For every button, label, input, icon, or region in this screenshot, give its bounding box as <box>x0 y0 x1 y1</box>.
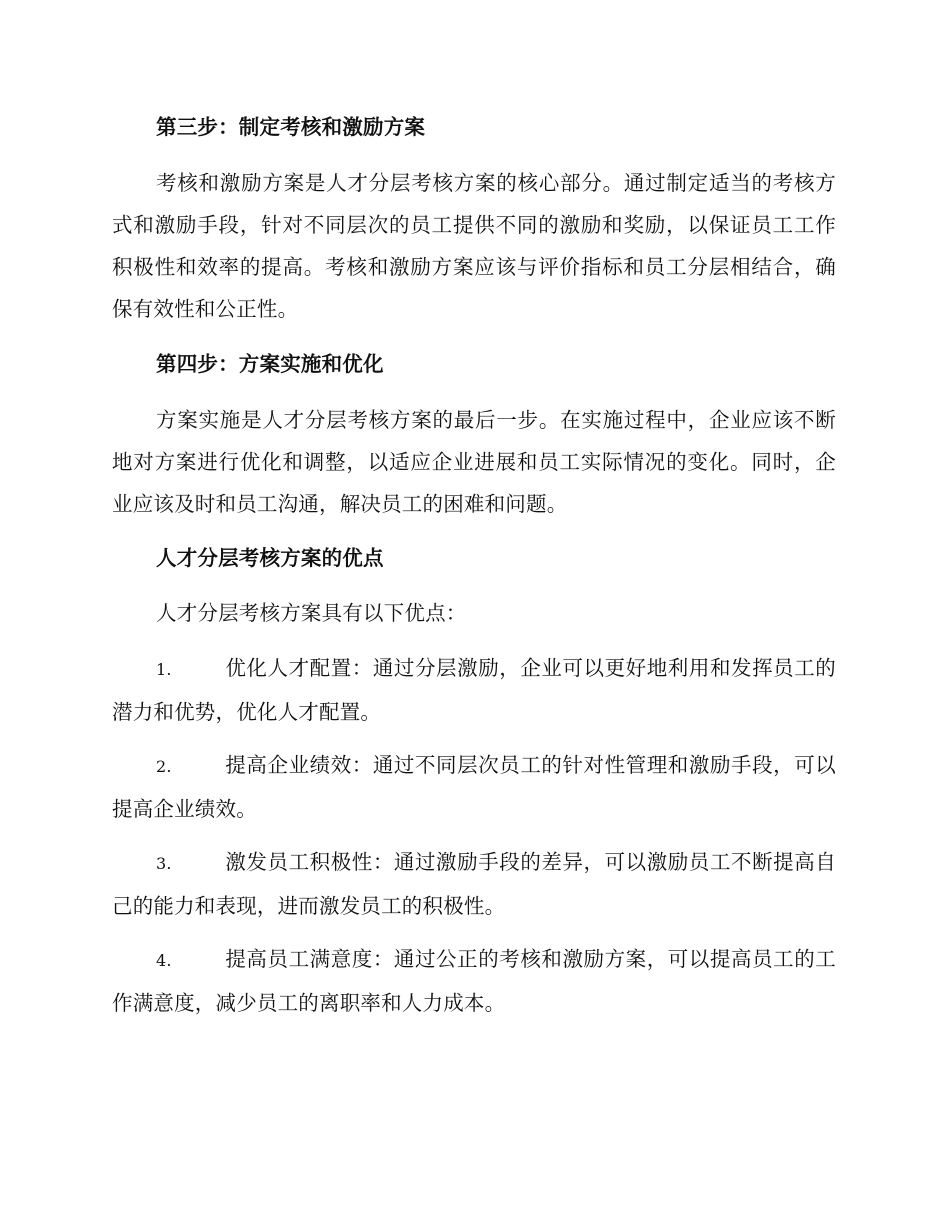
list-item-text: 提高员工满意度：通过公正的考核和激励方案，可以提高员工的工作满意度，减少员工的离职率和人力成本。 <box>112 947 836 1015</box>
section-heading-step-three: 第三步：制定考核和激励方案 <box>156 115 426 139</box>
list-item-text: 优化人才配置：通过分层激励，企业可以更好地利用和发挥员工的潜力和优势，优化人才配置。 <box>112 656 836 724</box>
list-item <box>112 744 836 830</box>
section-heading-step-four: 第四步：方案实施和优化 <box>156 352 384 376</box>
section-heading-advantages: 人才分层考核方案的优点 <box>156 546 384 570</box>
list-item-text: 激发员工积极性：通过激励手段的差异，可以激励员工不断提高自己的能力和表现，进而激发员工的积极性。 <box>112 850 836 918</box>
section-paragraph-step-three: 考核和激励方案是人才分层考核方案的核心部分。通过制定适当的考核方式和激励手段，针对不同层次的员工提供不同的激励和奖励，以保证员工工作积极性和效率的提高。考核和激励方案应该与评价指标和员工分层相结合，确保有效性和公正性。 <box>112 171 836 321</box>
list-item <box>112 647 836 733</box>
list-item-number: 4. <box>156 951 172 970</box>
list-item <box>112 841 836 927</box>
list-item-number: 1. <box>156 660 172 679</box>
section-paragraph-advantages-intro: 人才分层考核方案具有以下优点： <box>156 601 467 625</box>
list-item-text: 提高企业绩效：通过不同层次员工的针对性管理和激励手段，可以提高企业绩效。 <box>112 753 836 821</box>
list-item-number: 3. <box>156 854 172 873</box>
section-paragraph-step-four: 方案实施是人才分层考核方案的最后一步。在实施过程中，企业应该不断地对方案进行优化和调整，以适应企业进展和员工实际情况的变化。同时，企业应该及时和员工沟通，解决员工的困难和问题。 <box>112 408 836 516</box>
list-item <box>112 938 836 1024</box>
list-item-number: 2. <box>156 757 172 776</box>
